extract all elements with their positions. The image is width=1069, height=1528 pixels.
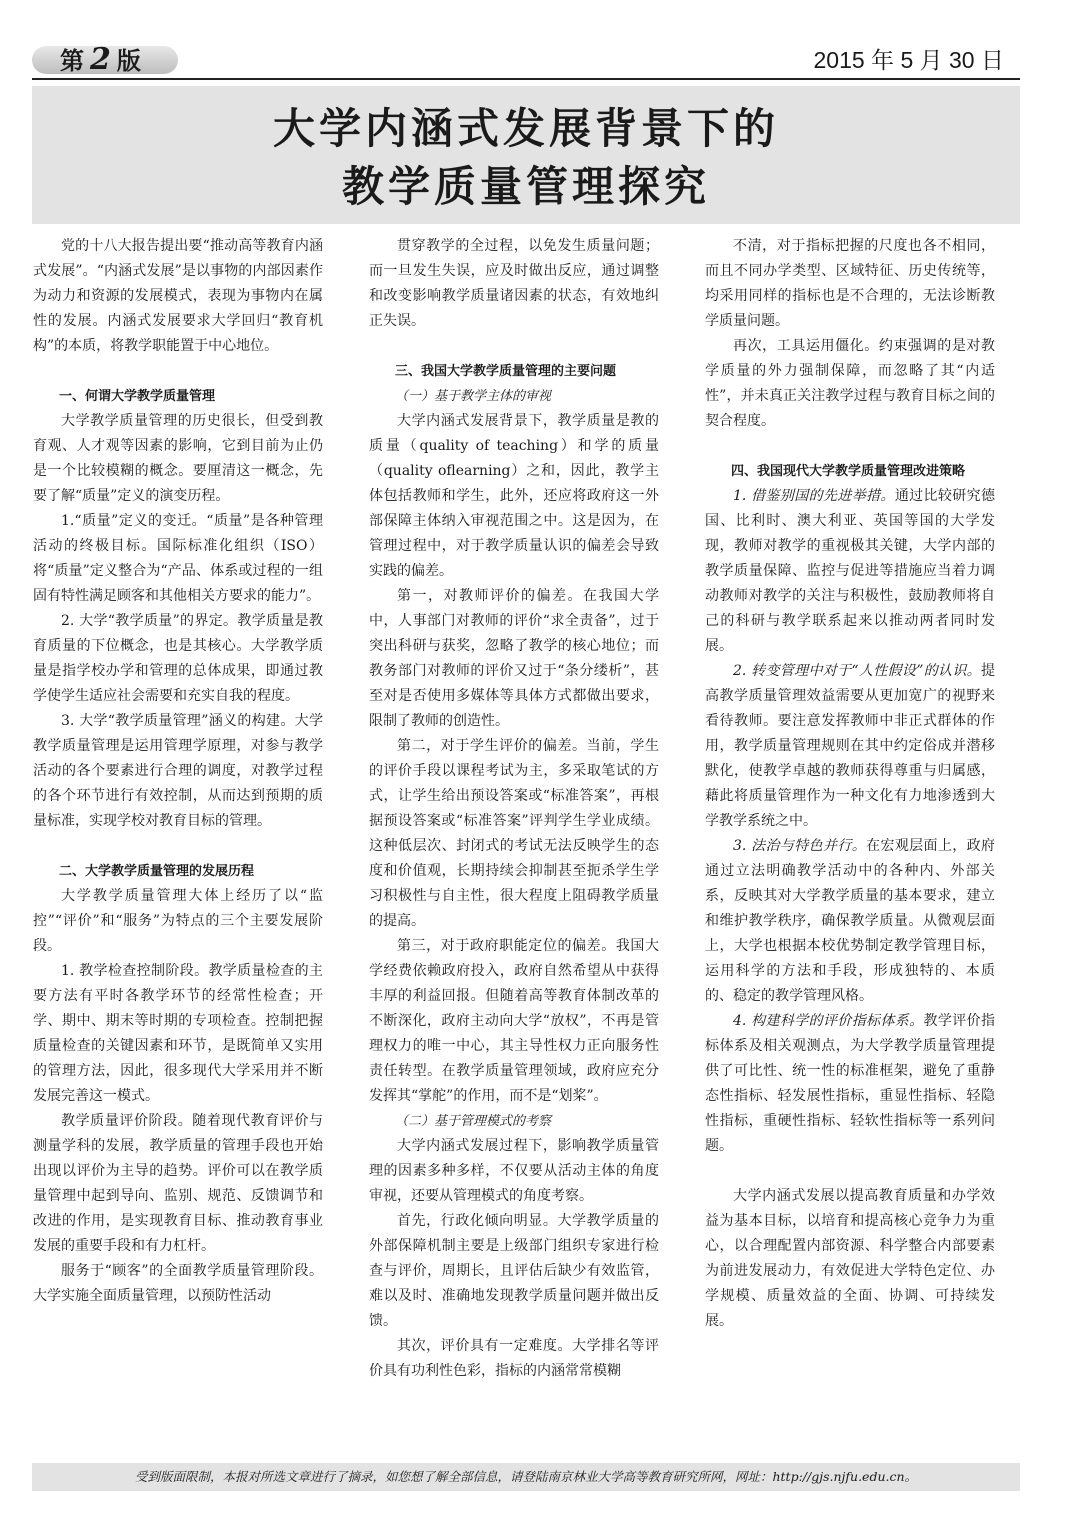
paragraph: 服务于“顾客”的全面教学质量管理阶段。大学实施全面质量管理，以预防性活动	[33, 1263, 323, 1304]
paragraph: 大学内涵式发展过程下，影响教学质量管理的因素多种多样，不仅要从活动主体的角度审视，还要从管理模式的角度考察。	[369, 1138, 659, 1204]
paragraph	[705, 834, 995, 1009]
strategy-lead: 2. 转变管理中对于“人性假设”的认识。	[733, 663, 981, 679]
subsection-heading: （一）基于教学主体的审视	[395, 389, 552, 404]
column-3	[705, 234, 995, 1334]
paragraph: 再次，工具运用僵化。约束强调的是对教学质量的外力强制保障，而忽略了其“内适性”，并未真正关注教学过程与教育目标之间的契合程度。	[705, 338, 995, 429]
paragraph: 首先，行政化倾向明显。大学教学质量的外部保障机制主要是上级部门组织专家进行检查与评价，周期长，且评估后缺少有效监管，难以及时、准确地发现教学质量问题并做出反馈。	[369, 1213, 659, 1329]
strategy-text: 提高教学质量管理效益需要从更加宽广的视野来看待教师。要注意发挥教师中非正式群体的作用，教学质量管理规则在其中约定俗成并潜移默化，使教学卓越的教师获得尊重与归属感，藉此将质量管理作为一种文化有力地渗透到大学教学系统之中。	[705, 663, 995, 829]
paragraph	[705, 484, 995, 659]
edition-suffix: 版	[116, 47, 141, 75]
footer-note: 受到版面限制，本报对所选文章进行了摘录，如您想了解全部信息，请登陆南京林业大学高等教育研究所网，网址：http://gjs.njfu.edu.cn。	[32, 1463, 1020, 1491]
title-line-1: 大学内涵式发展背景下的	[272, 104, 779, 153]
paragraph: 2. 大学“教学质量”的界定。教学质量是教育质量的下位概念，也是其核心。大学教学质量是指学校办学和管理的总体成果，即通过教学使学生适应社会需要和充实自我的程度。	[33, 613, 323, 704]
section-heading-4: 四、我国现代大学教学质量管理改进策略	[731, 464, 966, 479]
paragraph: 贯穿教学的全过程，以免发生质量问题；而一旦发生失误，应及时做出反应，通过调整和改变影响教学质量诸因素的状态，有效地纠正失误。	[369, 238, 659, 329]
paragraph: 第二，对于学生评价的偏差。当前，学生的评价手段以课程考试为主，多采取笔试的方式，让学生给出预设答案或“标准答案”，再根据预设答案或“标准答案”评判学生学业成绩。这种低层次、封闭式的考试无法反映学生的态度和价值观，长期持续会抑制甚至扼杀学生学习积极性与自主性，很大程度上阻碍教学质量的提高。	[369, 738, 659, 929]
paragraph: 大学教学质量管理大体上经历了以“监控”“评价”和“服务”为特点的三个主要发展阶段。	[33, 888, 323, 954]
paragraph: 大学教学质量管理的历史很长，但受到教育观、人才观等因素的影响，它到目前为止仍是一个比较模糊的概念。要厘清这一概念，先要了解“质量”定义的演变历程。	[33, 413, 323, 504]
paragraph: 教学质量评价阶段。随着现代教育评价与测量学科的发展，教学质量的管理手段也开始出现以评价为主导的趋势。评价可以在教学质量管理中起到导向、监别、规范、反馈调节和改进的作用，是实现教育目标、推动教育事业发展的重要手段和有力杠杆。	[33, 1113, 323, 1254]
strategy-lead: 4. 构建科学的评价指标体系。	[733, 1013, 924, 1029]
paragraph: 第三，对于政府职能定位的偏差。我国大学经费依赖政府投入，政府自然希望从中获得丰厚的利益回报。但随着高等教育体制改革的不断深化，政府主动向大学“放权”，不再是管理权力的唯一中心，其主导性权力正向服务性责任转型。在教学质量管理领域，政府应充分发挥其“掌舵”的作用，而不是“划桨”。	[369, 938, 659, 1104]
article-title	[32, 86, 1020, 224]
paragraph: 其次，评价具有一定难度。大学排名等评价具有功利性色彩，指标的内涵常常模糊	[369, 1338, 659, 1379]
strategy-text: 教学评价指标体系及相关观测点，为大学教学质量管理提供了可比性、统一性的标准框架，避免了重静态性指标、轻发展性指标，重显性指标、轻隐性指标，重硬性指标、轻软性指标等一系列问题。	[705, 1013, 996, 1154]
paragraph: 党的十八大报告提出要“推动高等教育内涵式发展”。“内涵式发展”是以事物的内部因素作为动力和资源的发展模式，表现为事物内在属性的发展。内涵式发展要求大学回归“教育机构”的本质，将教学职能置于中心地位。	[33, 238, 323, 354]
strategy-lead: 1. 借鉴别国的先进举措。	[733, 488, 895, 504]
section-heading-3: 三、我国大学教学质量管理的主要问题	[395, 364, 617, 379]
paragraph: 大学内涵式发展背景下，教学质量是教的质量（quality of teaching）和学的质量（quality oflearning）之和，因此，教学主体包括教师和学生，此外，还应将政府这一外部保障主体纳入审视范围之中。这是因为，在管理过程中，对于教学质量认识的偏差会导致实践的偏差。	[369, 413, 659, 579]
edition-number: 2	[90, 42, 111, 77]
section-heading-2: 二、大学教学质量管理的发展历程	[59, 864, 255, 879]
column-1	[33, 234, 323, 1309]
paragraph: 大学内涵式发展以提高教育质量和办学效益为基本目标，以培育和提高核心竞争力为重心，以合理配置内部资源、科学整合内部要素为前进发展动力，有效促进大学特色定位、办学规模、质量效益的全面、协调、可持续发展。	[705, 1188, 995, 1329]
paragraph: 不清，对于指标把握的尺度也各不相同，而且不同办学类型、区域特征、历史传统等，均采用同样的指标也是不合理的，无法诊断教学质量问题。	[705, 238, 995, 329]
paragraph: 1. 教学检查控制阶段。教学质量检查的主要方法有平时各教学环节的经常性检查；开学、期中、期末等时期的专项检查。控制把握质量检查的关键因素和环节，是既简单又实用的管理方法，因此，很多现代大学采用并不断发展完善这一模式。	[33, 963, 323, 1104]
paragraph: 3. 大学“教学质量管理”涵义的构建。大学教学质量管理是运用管理学原理，对参与教学活动的各个要素进行合理的调度，对教学过程的各个环节进行有效控制，从而达到预期的质量标准，实现学校对教育目标的管理。	[33, 713, 323, 829]
title-line-2: 教学质量管理探究	[341, 162, 710, 211]
section-heading-1: 一、何谓大学教学质量管理	[59, 389, 216, 404]
paragraph: 1.“质量”定义的变迁。“质量”是各种管理活动的终极目标。国际标准化组织（ISO）将“质量”定义整合为“产品、体系或过程的一组固有特性满足顾客和其他相关方要求的能力”。	[33, 513, 323, 604]
strategy-text: 通过比较研究德国、比利时、澳大利亚、英国等国的大学发现，教师对教学的重视极其关键，大学内部的教学质量保障、监控与促进等措施应当着力调动教师对教学的关注与积极性，鼓励教师将自己的科研与教学联系起来以推动两者同时发展。	[705, 488, 995, 654]
column-2	[369, 234, 659, 1384]
paragraph: 第一，对教师评价的偏差。在我国大学中，人事部门对教师的评价“求全责备”，过于突出科研与获奖，忽略了教学的核心地位；而教务部门对教师的评价又过于“条分缕析”，甚至对是否使用多媒体等具体方式都做出要求，限制了教师的创造性。	[369, 588, 659, 729]
strategy-lead: 3. 法治与特色并行。	[733, 838, 867, 854]
issue-date: 2015 年 5 月 30 日	[813, 47, 1004, 73]
subsection-heading: （二）基于管理模式的考察	[395, 1114, 552, 1129]
page-header	[32, 44, 1020, 78]
strategy-text: 在宏观层面上，政府通过立法明确教学活动中的各种内、外部关系，反映其对大学教学质量的基本要求，建立和维护教学秩序，确保教学质量。从微观层面上，大学也根据本校优势制定教学管理目标，运用科学的方法和手段，形成独特的、本质的、稳定的教学管理风格。	[705, 838, 996, 1004]
edition-prefix: 第	[60, 47, 84, 75]
paragraph	[705, 659, 995, 834]
edition-label	[60, 44, 141, 77]
header-rule	[32, 78, 1020, 80]
paragraph	[705, 1009, 995, 1159]
